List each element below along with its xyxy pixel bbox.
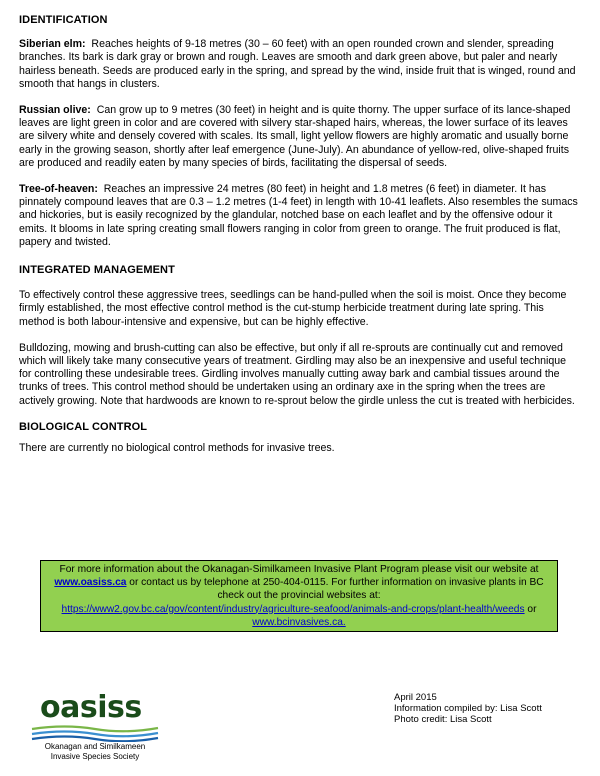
identification-heading: IDENTIFICATION bbox=[19, 14, 108, 26]
logo-caption-line-1: Okanagan and Similkameen bbox=[44, 742, 146, 751]
credits-compiled: Information compiled by: Lisa Scott bbox=[394, 703, 542, 714]
management-paragraph: Bulldozing, mowing and brush-cutting can also be effective, but only if all re-sprouts are continually cut and removed which will likely take many consecutive years of treatment. Girdling may also be an inexpensive and useful technique for controlling these undesirable trees. Girdling involves manually cutting away bark and cambial tissues around the trunks of trees. This control method should be undertaken using an ordinary axe in the spring when the trees are actively growing. Note that hardwoods are known to re-sprout below the girdle unless the cut is treated with herbicides. bbox=[19, 341, 575, 407]
oasiss-logo bbox=[30, 690, 160, 770]
credits-date: April 2015 bbox=[394, 692, 437, 703]
management-paragraph: To effectively control these aggressive trees, seedlings can be hand-pulled when the soil is moist. Once they become firmly established, the most effective control method is the cut-stump herbicide treatment during late spring. This method is both labour-intensive and expensive, but can be highly effective. bbox=[19, 289, 567, 328]
biological-control-heading: BIOLOGICAL CONTROL bbox=[19, 420, 148, 433]
species-term: Tree-of-heaven: bbox=[19, 183, 98, 196]
species-paragraph-siberian-elm bbox=[19, 38, 579, 91]
credits bbox=[394, 692, 542, 725]
logo-caption bbox=[30, 742, 160, 762]
species-paragraph-tree-of-heaven bbox=[19, 183, 579, 249]
website-link[interactable]: www.oasiss.ca bbox=[54, 577, 127, 589]
gov-weeds-link[interactable]: https://www2.gov.bc.ca/gov/content/industry/agriculture-seafood/animals-and-crops/plant-health/weeds bbox=[61, 603, 525, 615]
species-description: Reaches an impressive 24 metres (80 feet) in height and 1.8 metres (6 feet) in diameter. It has pinnately compound leaves that are 0.3 – 1.2 metres (1-4 feet) in length with 10-41 leaflets. Also resembles the sumacs and hickories, but is easily recognized by the glandular, notched base on each leaflet and by the offensive odour it emits. It blooms in late spring creating small flowers ranging in color from green to orange. The fruit produced is flat, papery and twisted. bbox=[19, 183, 578, 248]
integrated-management-heading: INTEGRATED MANAGEMENT bbox=[19, 264, 175, 277]
info-box bbox=[40, 560, 558, 632]
document-body bbox=[19, 14, 579, 468]
species-paragraph-russian-olive bbox=[19, 104, 579, 170]
species-description: Reaches heights of 9-18 metres (30 – 60 feet) with an open rounded crown and slender, spreading branches. Its bark is dark gray or brown and rough. Leaves are smooth and dark green above, but paler and nearly hairless beneath. Seeds are produced early in the spring, and spread by the wind, inside fruit that is winged, round and smooth that hangs in clusters. bbox=[19, 38, 576, 90]
credits-photo: Photo credit: Lisa Scott bbox=[394, 714, 492, 725]
logo-waves-icon bbox=[30, 724, 160, 742]
info-line-2: or contact us by telephone at 250-404-0115. For further information on invasive plants in BC check out the provincial websites at: bbox=[129, 577, 544, 602]
info-or: or bbox=[527, 603, 537, 615]
species-description: Can grow up to 9 metres (30 feet) in height and is quite thorny. The upper surface of its lance-shaped leaves are light green in color and are covered with silvery star-shaped hairs, whereas, the lower surface of its leaves are silvery white and densely covered with scales. Its small, light yellow flowers are highly aromatic and usually borne early in the growing season, shortly after leaf emergence (June-July). An abundance of yellow-red, olive-shaped fruits are produced and readily eaten by many species of birds, facilitating the dispersal of seeds. bbox=[19, 104, 571, 169]
logo-caption-line-2: Invasive Species Society bbox=[50, 752, 140, 761]
bcinvasives-link[interactable]: www.bcinvasives.ca. bbox=[252, 616, 346, 628]
species-term: Siberian elm: bbox=[19, 38, 86, 51]
logo-wordmark: oasiss bbox=[40, 690, 142, 725]
info-line-1: For more information about the Okanagan-Similkameen Invasive Plant Program please visit our website at bbox=[59, 564, 539, 575]
biological-control-text: There are currently no biological control methods for invasive trees. bbox=[19, 442, 335, 455]
species-term: Russian olive: bbox=[19, 104, 91, 117]
